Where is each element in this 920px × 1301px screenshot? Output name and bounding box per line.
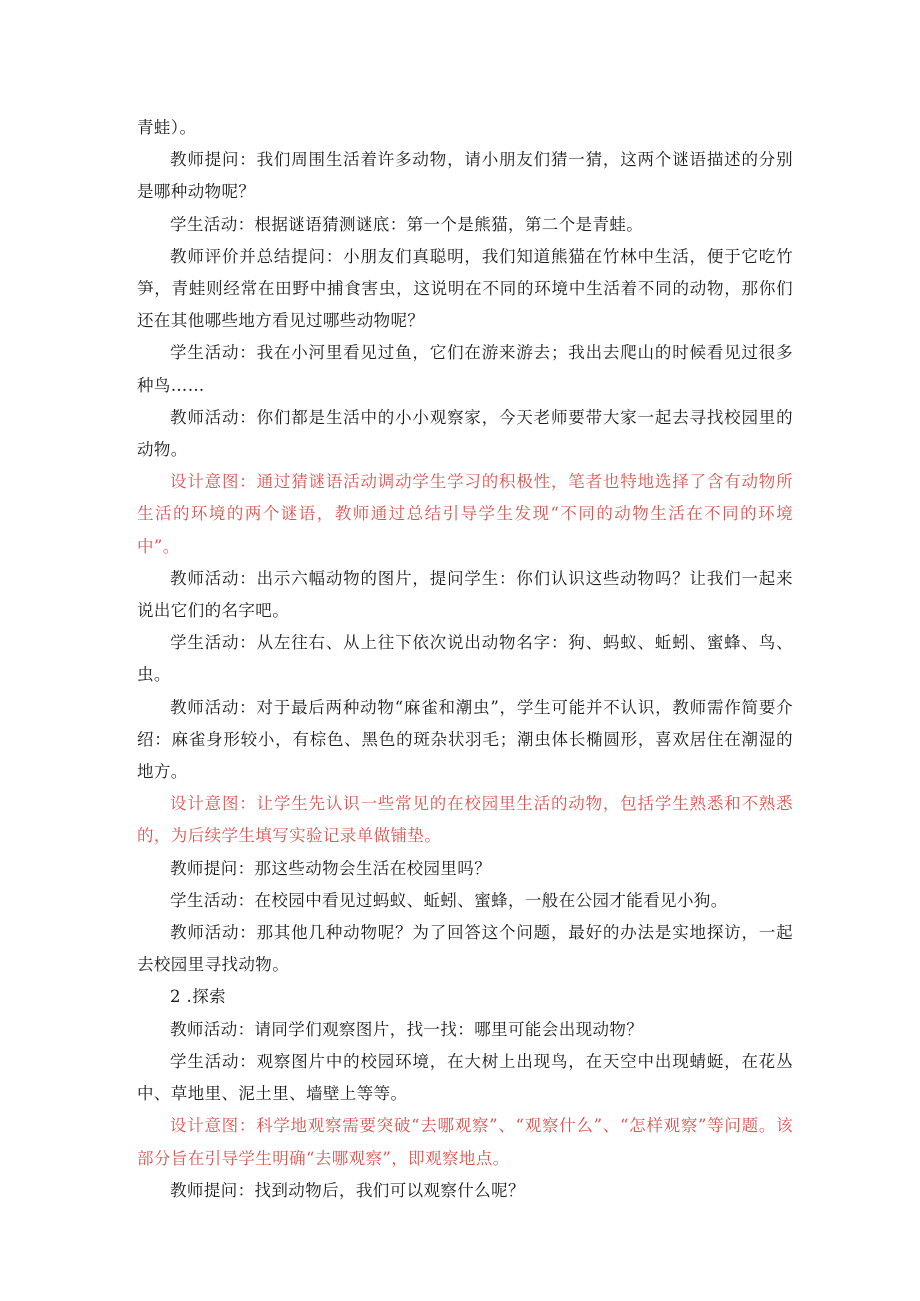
paragraph-teacher-summary: 教师评价并总结提问：小朋友们真聪明，我们知道熊猫在竹林中生活，便于它吃竹笋，青蛙则经常在田野中捕食害虫，这说明在不同的环境中生活着不同的动物，那你们还在其他哪些地方看见过哪些动物呢？ xyxy=(137,246,793,331)
document-body xyxy=(137,112,793,1207)
paragraph-student-activity: 学生活动：根据谜语猜测谜底：第一个是熊猫，第二个是青蛙。 xyxy=(170,214,644,234)
paragraph-teacher-question: 教师提问：那这些动物会生活在校园里吗？ xyxy=(170,858,492,878)
paragraph-student-activity: 学生活动：观察图片中的校园环境，在大树上出现鸟，在天空中出现蜻蜓，在花丛中、草地里、泥土里、墙壁上等等。 xyxy=(137,1051,793,1104)
section-heading-explore: 2 .探索 xyxy=(170,987,226,1007)
paragraph-design-intent: 设计意图：让学生先认识一些常见的在校园里生活的动物，包括学生熟悉和不熟悉的，为后续学生填写实验记录单做铺垫。 xyxy=(137,794,793,846)
paragraph-teacher-activity: 教师活动：那其他几种动物呢？为了回答这个问题，最好的办法是实地探访，一起去校园里寻找动物。 xyxy=(137,923,793,975)
paragraph-student-activity: 学生活动：我在小河里看见过鱼，它们在游来游去；我出去爬山的时候看见过很多种鸟…… xyxy=(137,343,793,395)
paragraph-student-activity: 学生活动：在校园中看见过蚂蚁、蚯蚓、蜜蜂，一般在公园才能看见小狗。 xyxy=(170,890,728,910)
paragraph-continuation: 青蛙）。 xyxy=(137,118,197,137)
paragraph-teacher-activity: 教师活动：你们都是生活中的小小观察家，今天老师要带大家一起去寻找校园里的动物。 xyxy=(137,407,793,460)
paragraph-teacher-activity: 教师活动：请同学们观察图片，找一找：哪里可能会出现动物？ xyxy=(170,1019,644,1039)
paragraph-teacher-question: 教师提问：我们周围生活着许多动物，请小朋友们猜一猜，这两个谜语描述的分别是哪种动物呢？ xyxy=(137,150,793,202)
paragraph-teacher-activity: 教师活动：对于最后两种动物“麻雀和潮虫”，学生可能并不认识，教师需作简要介绍：麻雀身形较小，有棕色、黑色的斑杂状羽毛；潮虫体长椭圆形，喜欢居住在潮湿的地方。 xyxy=(137,697,793,782)
paragraph-teacher-question: 教师提问：找到动物后，我们可以观察什么呢？ xyxy=(170,1180,525,1200)
paragraph-teacher-activity: 教师活动：出示六幅动物的图片，提问学生：你们认识这些动物吗？让我们一起来说出它们的名字吧。 xyxy=(137,568,793,621)
paragraph-design-intent: 设计意图：通过猜谜语活动调动学生学习的积极性，笔者也特地选择了含有动物所生活的环境的两个谜语，教师通过总结引导学生发现“不同的动物生活在不同的环境中”。 xyxy=(137,472,793,556)
paragraph-student-activity: 学生活动：从左往右、从上往下依次说出动物名字：狗、蚂蚁、蚯蚓、蜜蜂、鸟、虫。 xyxy=(137,633,793,685)
paragraph-design-intent: 设计意图：科学地观察需要突破“去哪观察”、“观察什么”、“怎样观察”等问题。该部分旨在引导学生明确“去哪观察”，即观察地点。 xyxy=(137,1116,793,1168)
